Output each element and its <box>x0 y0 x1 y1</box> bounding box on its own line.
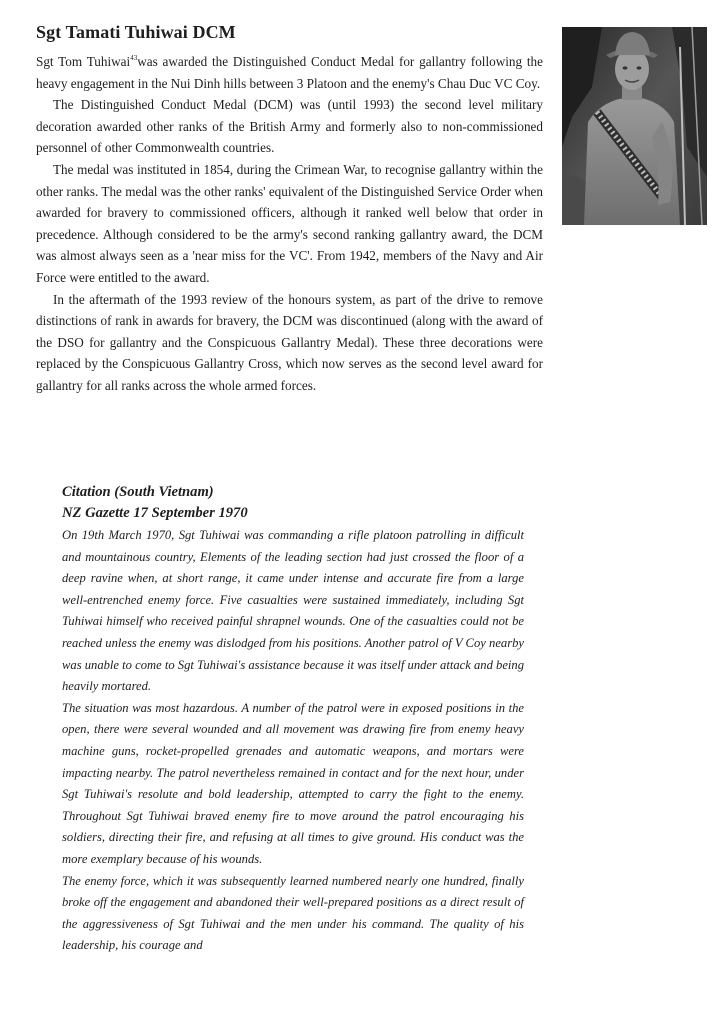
page-title: Sgt Tamati Tuhiwai DCM <box>36 22 236 42</box>
citation-block <box>62 482 524 957</box>
article-body <box>36 51 543 397</box>
paragraph-1 <box>36 51 543 94</box>
citation-body <box>62 525 524 957</box>
paragraph-1-rest: was awarded the Distinguished Conduct Medal for gallantry following the heavy engagement in the Nui Dinh hills between 3 Platoon and the enemy's Chau Duc VC Coy. <box>36 54 543 91</box>
citation-gazette-heading: NZ Gazette 17 September 1970 <box>62 505 248 521</box>
citation-paragraph-2: The situation was most hazardous. A number of the patrol were in exposed positions in the open, there were several wounded and all movement was drawing fire from enemy heavy machine guns, rocket-propelled grenades and automatic weapons, and mortars were impacting nearby. The patrol nevertheless remained in contact and for the next hour, under Sgt Tuhiwai's resolute and bold leadership, attempted to carry the fight to the enemy. Throughout Sgt Tuhiwai braved enemy fire to move around the patrol encouraging his soldiers, directing their fire, and refusing at all times to give ground. His conduct was the more exemplary because of his wounds. <box>62 700 524 866</box>
citation-heading: Citation (South Vietnam) <box>62 484 214 500</box>
paragraph-4: In the aftermath of the 1993 review of the honours system, as part of the drive to remove distinctions of rank in awards for bravery, the DCM was discontinued (along with the award of the DSO for gallantry and the Conspicuous Gallantry Medal). These three decorations were replaced by the Conspicuous Gallantry Cross, which now serves as the second level award for gallantry for all ranks across the whole armed forces. <box>36 291 543 393</box>
soldier-portrait-image <box>562 27 707 225</box>
paragraph-1-lead: Sgt Tom Tuhiwai <box>36 54 131 69</box>
footnote-marker: 43 <box>130 54 138 62</box>
portrait-photo <box>562 27 707 225</box>
paragraph-3: The medal was instituted in 1854, during the Crimean War, to recognise gallantry within the other ranks. The medal was the other ranks' equivalent of the Distinguished Service Order when awarded for bravery to commissioned officers, although it ranked well below that order in precedence. Although considered to be the army's second ranking gallantry award, the DCM was almost always seen as a 'near miss for the VC'. From 1942, members of the Navy and Air Force were entitled to the award. <box>36 161 543 285</box>
citation-paragraph-1: On 19th March 1970, Sgt Tuhiwai was commanding a rifle platoon patrolling in difficult and mountainous country, Elements of the leading section had just crossed the floor of a deep ravine when, at short range, it came under intense and accurate fire from a large well-entrenched enemy force. Five casualties were sustained immediately, including Sgt Tuhiwai himself who received painful shrapnel wounds. One of the casualties could not be reached unless the enemy was dislodged from his positions. Another patrol of V Coy nearby was unable to come to Sgt Tuhiwai's assistance because it was itself under attack and being heavily mortared. <box>62 528 524 694</box>
paragraph-2: The Distinguished Conduct Medal (DCM) was (until 1993) the second level military decoration awarded other ranks of the British Army and formerly also to non-commissioned personnel of other Commonwealth countries. <box>36 97 543 156</box>
citation-paragraph-3: The enemy force, which it was subsequently learned numbered nearly one hundred, finally broke off the engagement and abandoned their well-prepared positions as a direct result of the aggressiveness of Sgt Tuhiwai and the men under his command. The quality of his leadership, his courage and <box>62 873 524 953</box>
